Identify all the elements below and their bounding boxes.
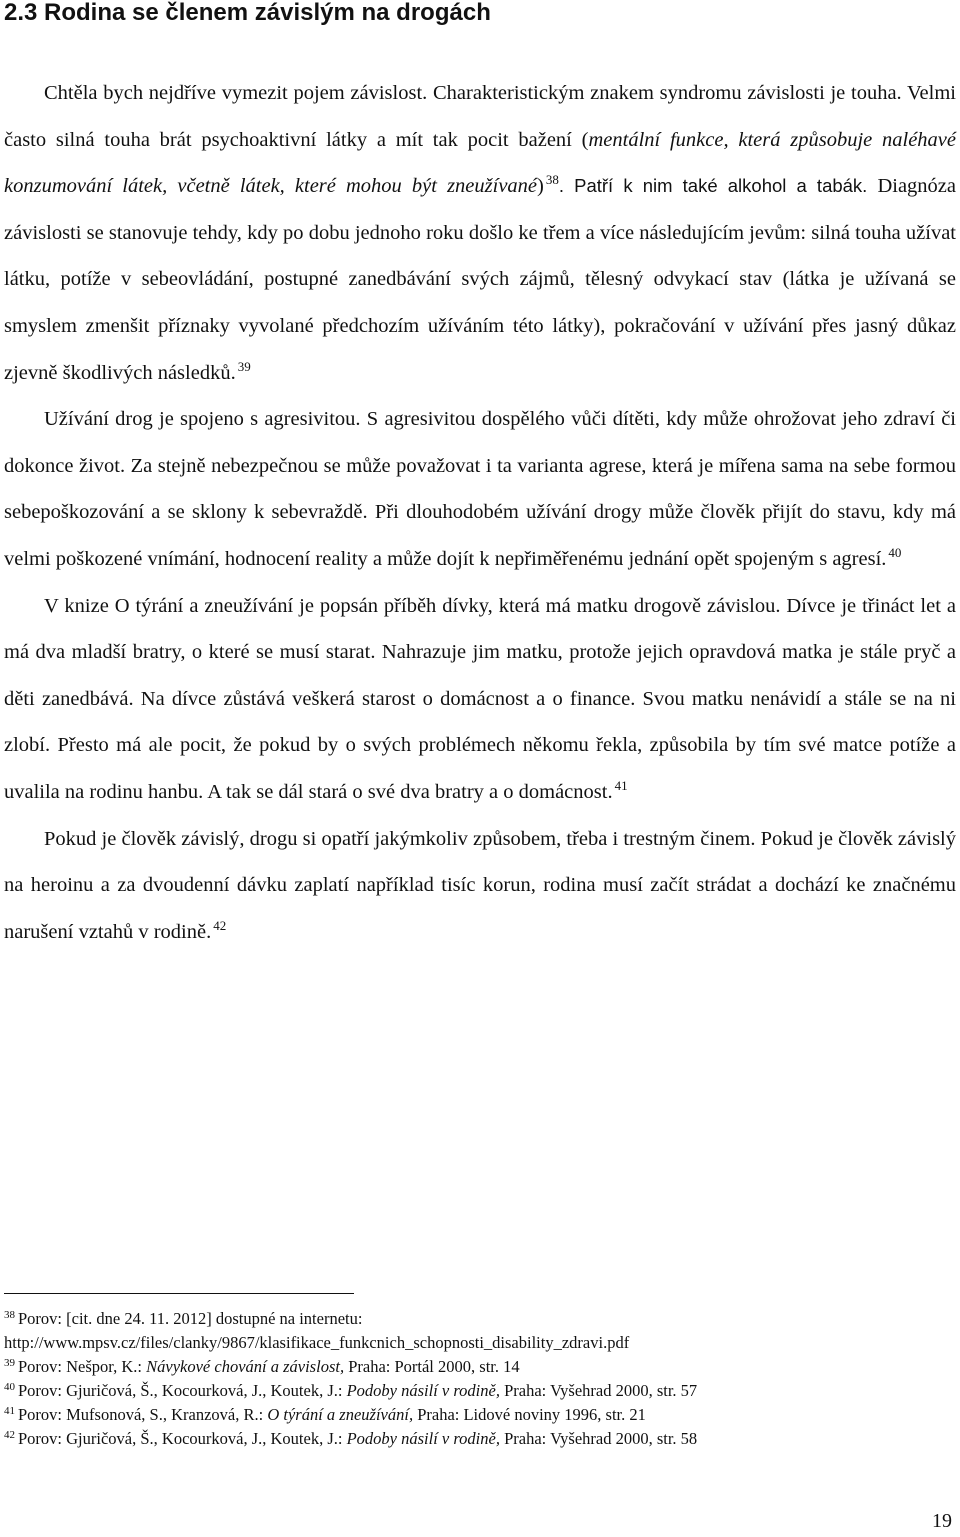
- body-text: [4, 70, 956, 955]
- footnote-text: Praha: Vyšehrad 2000, str. 58: [499, 1429, 698, 1448]
- footnote-text: Porov: Gjuričová, Š., Kocourková, J., Koutek, J.:: [18, 1429, 347, 1448]
- footnote-text: Praha: Vyšehrad 2000, str. 57: [499, 1381, 698, 1400]
- footnote-url: [4, 1331, 956, 1355]
- footnote-number: 40: [4, 1381, 15, 1393]
- footnote-title: Podoby násilí v rodině,: [346, 1381, 500, 1400]
- footnote-ref: 42: [213, 917, 227, 933]
- footnote-title: Podoby násilí v rodině,: [346, 1429, 500, 1448]
- paragraph-2: [4, 396, 956, 582]
- footnote-ref: 40: [888, 544, 902, 560]
- footnote: [4, 1403, 956, 1427]
- footnote: [4, 1427, 956, 1451]
- footnote-number: 42: [4, 1429, 15, 1441]
- footnote-text: Porov: Mufsonová, S., Kranzová, R.:: [18, 1405, 268, 1424]
- footnote-ref: 41: [614, 777, 628, 793]
- footnote-title: O týrání a zneužívání,: [267, 1405, 414, 1424]
- footnote-number: 41: [4, 1405, 15, 1417]
- footnote-text: Praha: Lidové noviny 1996, str. 21: [413, 1405, 646, 1424]
- paragraph-text: ): [537, 175, 544, 198]
- paragraph-text: Pokud je člověk závislý, drogu si opatří jakýmkoliv způsobem, třeba i trestným činem. Pokud je člověk závislý na heroinu a za dvoudenní dávku zaplatí například tisíc korun, rodina musí začít strádat a dochází ke značnému narušení vztahů v rodině.: [4, 827, 956, 943]
- footnote-title: Návykové chování a závislost,: [146, 1357, 345, 1376]
- footnote-ref: 39: [237, 358, 251, 374]
- footnote-text: Porov: Gjuričová, Š., Kocourková, J., Koutek, J.:: [18, 1381, 347, 1400]
- footnote-text: http://www.mpsv.cz/files/clanky/9867/klasifikace_funkcnich_schopnosti_disability_zdravi.pdf: [4, 1333, 630, 1352]
- paragraph-text-sans: . Patří k nim také alkohol a tabák.: [558, 175, 868, 197]
- footnote-ref: 38: [545, 172, 559, 188]
- footnote-text: Praha: Portál 2000, str. 14: [344, 1357, 520, 1376]
- paragraph-text: V knize O týrání a zneužívání je popsán příběh dívky, která má matku drogově závislou. Dívce je třináct let a má dva mladší bratry, o které se musí starat. Nahrazuje jim matku, protože jejich opravdová matka je stále pryč a děti zanedbává. Na dívce zůstává veškerá starost o domácnost a o finance. Svou matku nenávidí a stále se na ni zlobí. Přesto má ale pocit, že pokud by o svých problémech někomu řekla, způsobila by tím své matce potíže a uvalila na rodinu hanbu. A tak se dál stará o své dva bratry a o domácnost.: [4, 594, 956, 803]
- paragraph-text: Chtěla bych nejdříve vymezit pojem závislost. Charakteristickým znakem syndromu závislosti je touha. Velmi často silná touha brát psychoaktivní látky a mít tak pocit bažení (: [4, 82, 956, 151]
- paragraph-3: [4, 583, 956, 816]
- footnote: [4, 1307, 956, 1331]
- section-heading: 2.3 Rodina se členem závislým na drogách: [4, 0, 491, 26]
- footnote-number: 39: [4, 1357, 15, 1369]
- italic-definition: mentální funkce, která způsobuje naléhavé konzumování látek, včetně látek, které mohou být zneužívané: [4, 128, 956, 198]
- footnote: [4, 1355, 956, 1379]
- paragraph-1: [4, 70, 956, 396]
- paragraph-text: Diagnóza závislosti se stanovuje tehdy, kdy po dobu jednoho roku došlo ke třem a více následujícím jevům: silná touha užívat látku, potíže v sebeovládání, postupné zanedbávání svých zájmů, tělesný odvykací stav (látka je užívaná se smyslem zmenšit příznaky vyvolané předchozím užíváním této látky), pokračování v užívání přes jasný důkaz zjevně škodlivých následků.: [4, 175, 956, 384]
- footnotes: [4, 1307, 956, 1451]
- footnote-text: Porov: Nešpor, K.:: [18, 1357, 147, 1376]
- paragraph-text: Užívání drog je spojeno s agresivitou. S agresivitou dospělého vůči dítěti, kdy může ohrožovat jeho zdraví či dokonce život. Za stejně nebezpečnou se může považovat i ta varianta agrese, která je mířena sama na sebe formou sebepoškozování a se sklony k sebevraždě. Při dlouhodobém užívání drogy může člověk přijít do stavu, kdy má velmi poškozené vnímání, hodnocení reality a může dojít k nepřiměřenému jednání opět spojeným s agresí.: [4, 408, 956, 570]
- footnote-divider: [4, 1293, 354, 1294]
- footnote: [4, 1379, 956, 1403]
- paragraph-4: [4, 816, 956, 956]
- footnote-text: Porov: [cit. dne 24. 11. 2012] dostupné na internetu:: [18, 1309, 363, 1328]
- footnote-number: 38: [4, 1309, 15, 1321]
- page-number: 19: [932, 1510, 952, 1532]
